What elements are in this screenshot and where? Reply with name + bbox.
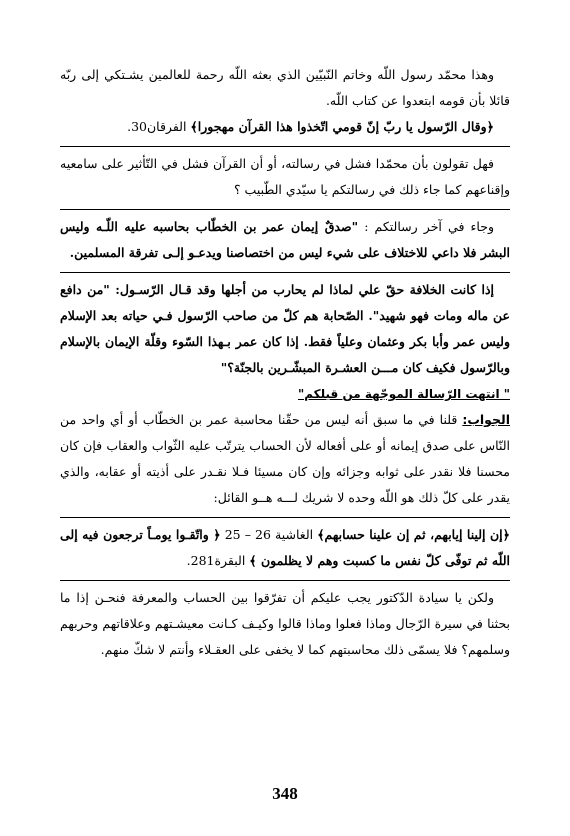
quote-intro: وجاء في آخر رسالتكم : (358, 219, 494, 234)
quote-reference: الغاشية 26 – 25 (220, 527, 318, 542)
page-body (60, 62, 510, 663)
quran-quote: ﴿إن إلينا إيابهم، ثم إن علينا حسابهم﴾ (317, 527, 510, 542)
answer-text: قلنا في ما سبق أنه ليس من حقّنا محاسبة عمر بن الخطّاب أو أي واحد من النّاس على صدق إيمانه أو على أفعاله لأن الحساب يترتّب عليه الثّواب والعقاب فإن كان محسنا فلا نقدر على ثوابه وجزائه وإن كان مسيئا فـلا نقـدر على أذيته أو عقابه، والذي يقدر على كلّ ذلك هو اللّه وحده لا شريك لـــه هــو القائل: (60, 412, 510, 505)
paragraph-5: إذا كانت الخلافة حقّ علي لماذا لم يحارب من أجلها وقد قـال الرّسـول: "من دافع عن ماله ومات فهو شهيد". الصّحابة هم كلّ من صاحب الرّسول فـي حياته بعد الإسلام وليس عمر وأبا بكر وعثمان وعلياً فقط. إذا كان عمر بـهذا السّوء وقلّة الإيمان بالإسلام وبالرّسول فكيف كان مـــن العشـرة المبشّـرين بالجنّة؟" (60, 282, 510, 375)
quote-reference: البقرة281. (186, 553, 250, 568)
paragraph-4 (60, 214, 510, 266)
divider (60, 272, 510, 273)
quran-quote: ﴿ واتّقـوا يومـاً ترجعون فيه إلى اللّه ثم توفّى كلّ نفس ما كسبت وهم لا يظلمون ﴾ (60, 527, 510, 568)
divider (60, 146, 510, 147)
letter-quote: "صدقٌ إيمان عمر بن الخطّاب بحاسبه عليه اللّـه وليس البشر فلا داعي للاختلاف على شيء ليس من اختصاصنا ويدعـو إلـى تفرقة المسلمين. (60, 219, 510, 260)
divider (60, 580, 510, 581)
section-heading: " انتهت الرّسالة الموجّهة من قبلكم" (297, 387, 510, 401)
quote-reference: الفرقان30. (127, 119, 191, 134)
paragraph-verses (60, 522, 510, 574)
divider (60, 209, 510, 210)
paragraph-2 (60, 114, 510, 140)
page-number: 348 (272, 784, 298, 803)
answer-label: الجواب: (462, 412, 510, 427)
paragraph-8: ولكن يا سيادة الدّكتور يجب عليكم أن تفرّقوا بين الحساب والمعرفة فنحـن إذا ما بحثنا في سيرة الرّجال وماذا فعلوا وماذا قالوا وكيـف كـانت معيشـتهم وعلاقاتهم وحربهم وسلمهم؟ فلا يسمّى ذلك محاسبتهم كما لا يخفى على العقـلاء وأنتم لا شكّ منهم. (60, 590, 510, 657)
paragraph-1: وهذا محمّد رسول اللّه وخاتم النّبيّين الذي بعثه اللّه رحمة للعالمين يشـتكي إلى ربّه قائلا بأن قومه ابتعدوا عن كتاب اللّه. (60, 67, 510, 108)
paragraph-3: فهل تقولون بأن محمّدا فشل في رسالته، أو أن القرآن فشل في التّأثير على سامعيه وإقناعهم كما جاء ذلك في رسالتكم يا سيّدي الطّبيب ؟ (60, 156, 510, 197)
quran-quote: ﴿وقال الرّسول يا ربّ إنّ قومي اتّخذوا هذا القرآن مهجورا﴾ (190, 119, 494, 134)
paragraph-answer (60, 407, 510, 511)
divider (60, 517, 510, 518)
